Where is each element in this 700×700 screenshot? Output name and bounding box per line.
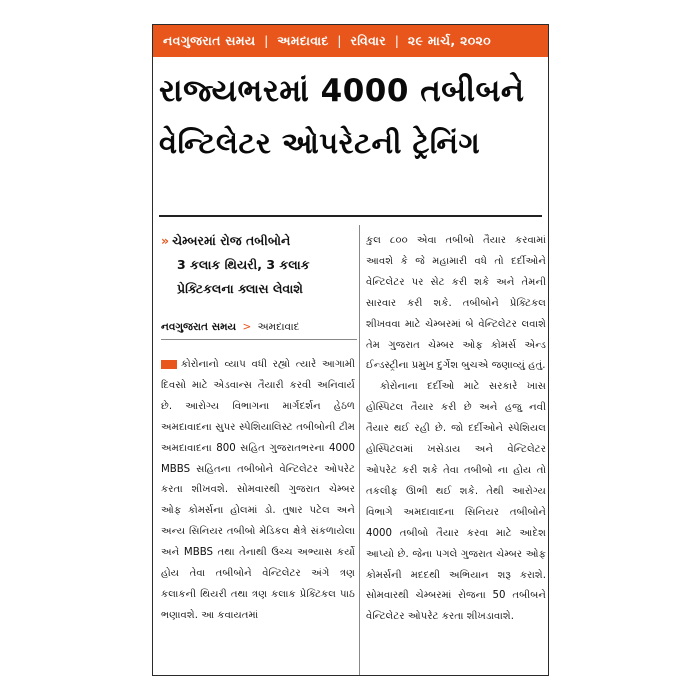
subheadline-deck — [161, 229, 357, 301]
deck-line-3: પ્રેક્ટિકલના ક્લાસ લેવાશે — [177, 281, 303, 296]
article-column-left — [161, 355, 355, 627]
masthead-separator: | — [264, 33, 269, 48]
story-start-marker — [161, 360, 177, 369]
publication-name: નવગુજરાત સમય — [163, 33, 256, 48]
masthead-day: રવિવાર — [350, 33, 387, 48]
deck-line-1: ચેમ્બરમાં રોજ તબીબોને — [172, 233, 291, 248]
article-right-paragraph-1: કુલ ૮૦૦ એવા તબીબો તૈયાર કરવામાં આવશે કે જે મહામારી વધે તો દર્દીઓને વેન્ટિલેટર પર સેટ કરી શકે અને તેમની સારવાર કરી શકે. તબીબોને પ્રેક્ટિકલ શીખવવા માટે ચેમ્બરમાં બે વેન્ટિલેટર લવાશે તેમ ગુજરાત ચેમ્બર ઓફ કોમર્સ એન્ડ ઈન્ડસ્ટ્રીના પ્રમુખ દુર્ગેશ બુચએ જણાવ્યું હતું. — [366, 235, 546, 372]
byline-city: અમદાવાદ — [257, 321, 300, 333]
headline — [159, 65, 542, 169]
chevron-icon: » — [161, 233, 170, 248]
masthead-separator: | — [337, 33, 342, 48]
article-column-right — [366, 231, 546, 628]
masthead-city: અમદાવાદ — [277, 33, 329, 48]
newspaper-clipping — [152, 24, 549, 676]
masthead-date: ૨૯ માર્ચ, ૨૦૨૦ — [407, 33, 491, 48]
chevron-right-icon: > — [242, 321, 252, 333]
byline — [161, 321, 357, 334]
byline-divider — [161, 339, 357, 340]
deck-line-2: 3 કલાક થિયરી, 3 કલાક — [177, 257, 310, 272]
headline-divider — [159, 215, 542, 217]
byline-brand: નવગુજરાત સમય — [161, 321, 237, 333]
article-right-paragraph-2: કોરોનાના દર્દીઓ માટે સરકારે ખાસ હોસ્પિટલ તૈયાર કરી છે અને હજુ નવી તૈયાર થઈ રહી છે. જો દર્દીઓને સ્પેશિયલ હોસ્પિટલમાં ખસેડાય અને વેન્ટિલેટર ઓપરેટ કરી શકે તેવા તબીબો ના હોય તો તકલીફ ઊભી થઈ શકે. તેથી આરોગ્ય વિભાગે અમદાવાદના સિનિયર તબીબોને 4000 તબીબો તૈયાર કરવા માટે આદેશ આપ્યો છે. જેના પગલે ગુજરાત ચેમ્બર ઓફ કોમર્સની મદદથી અભિયાન શરૂ કરાશે. સોમવારથી ચેમ્બરમાં રોજના 50 તબીબને વેન્ટિલેટર ઓપરેટ કરતા શીખડાવાશે. — [366, 381, 546, 623]
headline-line-1: રાજ્યભરમાં 4000 તબીબને — [159, 73, 525, 109]
headline-line-2: વેન્ટિલેટર ઓપરેટની ટ્રેનિંગ — [159, 126, 481, 160]
article-left-text: કોરોનાનો વ્યાપ વધી રહ્યો ત્યારે આગામી દિવસો માટે એડવાન્સ તૈયારી કરવી અનિવાર્ય છે. આરોગ્ય વિભાગના માર્ગદર્શન હેઠળ અમદાવાદના સુપર સ્પેશિયાલિસ્ટ તબીબોની ટીમ અમદાવાદના 800 સહિત ગુજરાતભરના 4000 MBBS સહિતના તબીબોને વેન્ટિલેટર ઓપરેટ કરતા શીખવશે. સોમવારથી ગુજરાત ચેમ્બર ઓફ કોમર્સના હોલમાં ડો. તુષાર પટેલ અને અન્ય સિનિયર તબીબો મેડિકલ ક્ષેત્રે સંકળાયેલા અને MBBS તથા તેનાથી ઉચ્ચ અભ્યાસ કર્યો હોય તેવા તબીબોને વેન્ટિલેટર અંગે ત્રણ કલાકની થિયરી તથા ત્રણ કલાક પ્રેક્ટિકલ પાઠ ભણાવશે. આ કવાયતમાં — [161, 359, 355, 621]
masthead-separator: | — [394, 33, 400, 48]
masthead-band — [153, 25, 548, 57]
column-divider — [359, 225, 360, 676]
